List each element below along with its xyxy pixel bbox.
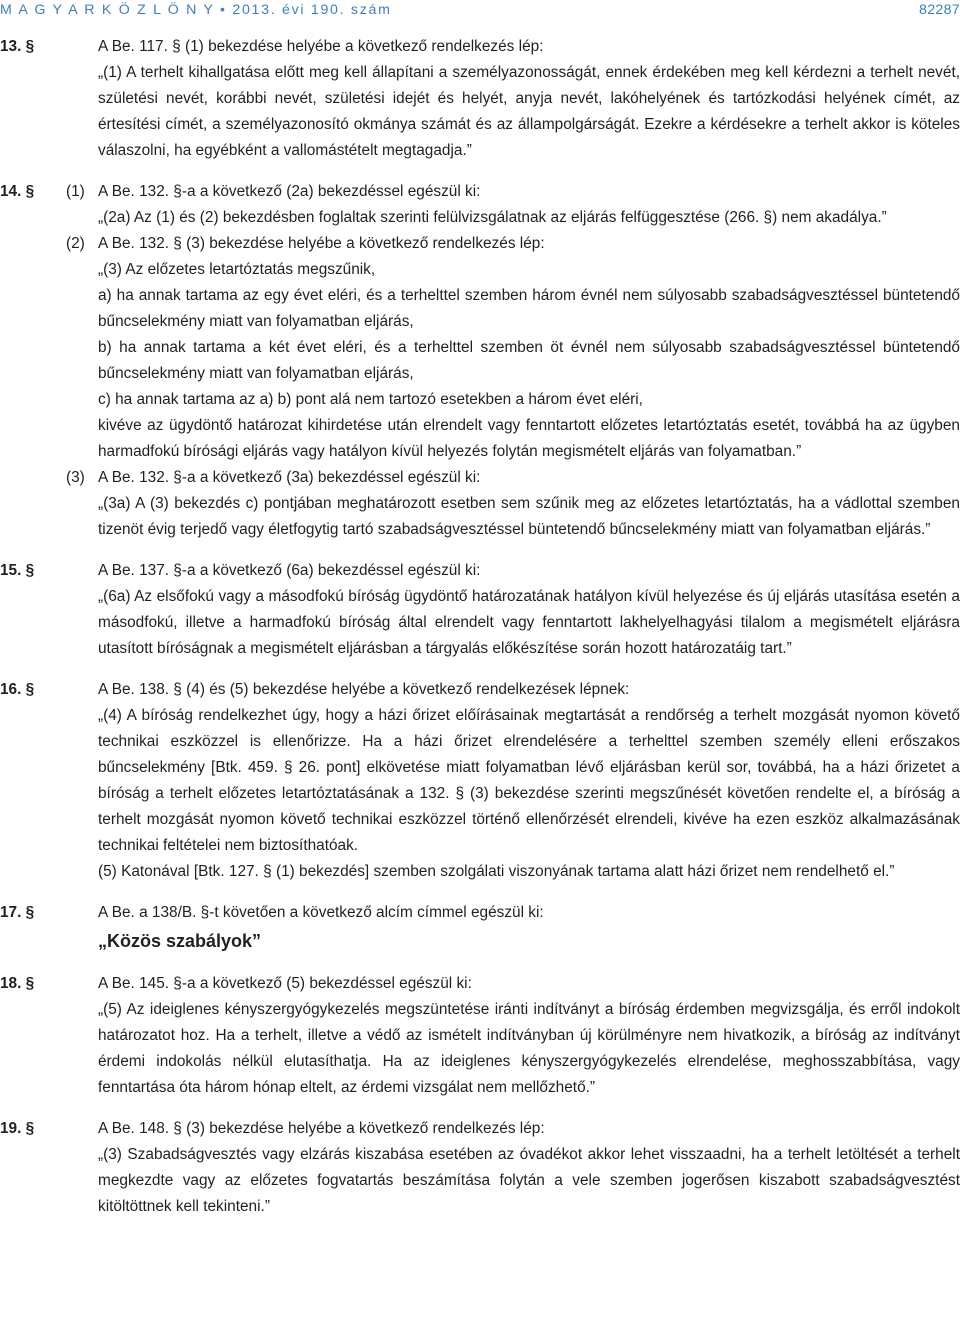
amendment-exception: kivéve az ügydöntő határozat kihirdetése után elrendelt vagy fenntartott előzetes letartóztatás esetét, továbbá ha az ügyben harmadfokú bírósági eljárás vagy hatályon kívül helyezés folytán megismételt eljárás van folyamatban.”: [98, 417, 960, 460]
section-number: 13. §: [0, 38, 35, 55]
amendment-text: „(5) Az ideiglenes kényszergyógykezelés megszüntetése iránti indítványt a bíróság érdemben megvizsgálja, és erről indokolt határozatot hoz. Ha a terhelt, illetve a védő az ismételt indítványban új körülményre nem hivatkozik, a bíróság az indítványt érdemi indokolás nélkül elutasíthatja. Ha az ideiglenes kényszergyógykezelés elrendelése, meghosszabbítása, vagy fenntartása óta három hónap eltelt, az érdemi vizsgálat nem mellőzhető.”: [98, 1001, 960, 1096]
amendment-text: „(1) A terhelt kihallgatása előtt meg kell állapítani a személyazonosságát, ennek érdekében meg kell kérdezni a terhelt nevét, születési nevét, korábbi nevét, születési idejét és helyét, anyja nevét, lakóhelyének és tartózkodási helyének címét, az értesítési címét, a személyazonosító okmánya számát és az állampolgárságát. Ezekre a kérdésekre a terhelt akkor is köteles válaszolni, ha egyébként a vallomástételt megtagadja.”: [98, 64, 960, 159]
page-number: 82287: [919, 2, 960, 18]
section-16: [0, 677, 960, 885]
amendment-text-2: (5) Katonával [Btk. 127. § (1) bekezdés] szemben szolgálati viszonyának tartama alatt házi őrizet nem rendelhető el.”: [98, 863, 895, 880]
amendment-intro: A Be. 132. §-a a következő (3a) bekezdéssel egészül ki:: [98, 469, 481, 486]
paragraph-3: [0, 465, 960, 543]
section-18: [0, 971, 960, 1101]
section-number: 14. §: [0, 183, 35, 200]
section-number: 19. §: [0, 1120, 35, 1137]
paragraph-label: (2): [66, 235, 85, 252]
paragraph-label: (1): [66, 183, 85, 200]
section-number: 15. §: [0, 562, 35, 579]
subtitle-heading: „Közös szabályok”: [98, 931, 262, 951]
amendment-intro: A Be. 148. § (3) bekezdése helyébe a következő rendelkezés lép:: [98, 1120, 545, 1137]
amendment-intro: A Be. 117. § (1) bekezdése helyébe a következő rendelkezés lép:: [98, 38, 544, 55]
amendment-intro: A Be. 132. § (3) bekezdése helyébe a következő rendelkezés lép:: [98, 235, 545, 252]
amendment-point-c: c) ha annak tartama az a) b) pont alá nem tartozó esetekben a három évet eléri,: [98, 391, 643, 408]
section-number: 18. §: [0, 975, 35, 992]
amendment-intro: A Be. 132. §-a a következő (2a) bekezdéssel egészül ki:: [98, 183, 481, 200]
amendment-text: „(3a) A (3) bekezdés c) pontjában meghatározott esetben sem szűnik meg az előzetes letartóztatás, ha a vádlottal szemben tizenöt évig terjedő vagy életfogytig tartó szabadságvesztéssel büntetendő bűncselekmény miatt van folyamatban eljárás.”: [98, 495, 960, 538]
section-15: [0, 558, 960, 662]
amendment-text: „(2a) Az (1) és (2) bekezdésben foglaltak szerinti felülvizsgálatnak az eljárás felfüggesztése (266. §) nem akadálya.”: [98, 209, 887, 226]
amendment-intro: A Be. 137. §-a a következő (6a) bekezdéssel egészül ki:: [98, 562, 481, 579]
section-19: [0, 1116, 960, 1220]
section-17: [0, 900, 960, 956]
amendment-point-b: b) ha annak tartama a két évet eléri, és a terhelttel szemben öt évnél nem súlyosabb szabadságvesztéssel büntetendő bűncselekmény miatt van folyamatban eljárás,: [98, 339, 960, 382]
section-14: [0, 179, 960, 543]
section-13: [0, 34, 960, 164]
amendment-text: „(3) Szabadságvesztés vagy elzárás kiszabása esetében az óvadékot akkor lehet visszaadni, ha a terhelt letöltését a terhelt megkezdte vagy az előzetes fogvatartás beszámítása folytán a vele szemben jogerősen kiszabott szabadságvesztést kitöltöttnek kell tekinteni.”: [98, 1146, 960, 1215]
paragraph-2: [0, 231, 960, 465]
amendment-point-a: a) ha annak tartama az egy évet eléri, és a terhelttel szemben három évnél nem súlyosabb szabadságvesztéssel büntetendő bűncselekmény miatt van folyamatban eljárás,: [98, 287, 960, 330]
section-number: 17. §: [0, 904, 35, 921]
document-body: [0, 34, 960, 1220]
amendment-text: „(3) Az előzetes letartóztatás megszűnik,: [98, 261, 376, 278]
amendment-intro: A Be. 145. §-a a következő (5) bekezdéssel egészül ki:: [98, 975, 472, 992]
amendment-text: „(6a) Az elsőfokú vagy a másodfokú bíróság ügydöntő határozatának hatályon kívül helyezése és új eljárás utasítása esetén a másodfokú, illetve a harmadfokú bíróság által elrendelt vagy fenntartott lakhelyelhagyási tilalom a megismételt eljárásra utasított bíróságnak a megismételt eljárásban a tárgyalás előkészítése során hozott határozatáig tart.”: [98, 588, 960, 657]
page-header: [0, 0, 960, 20]
paragraph-1: [0, 179, 960, 231]
section-number: 16. §: [0, 681, 35, 698]
amendment-intro: A Be. a 138/B. §-t követően a következő alcím címmel egészül ki:: [98, 904, 544, 921]
journal-title: M A G Y A R K Ö Z L Ö N Y • 2013. évi 190. szám: [0, 2, 392, 18]
paragraph-label: (3): [66, 469, 85, 486]
amendment-text: „(4) A bíróság rendelkezhet úgy, hogy a házi őrizet előírásainak megtartását a rendőrség a terhelt mozgását nyomon követő technikai eszközzel is ellenőrizze. Ha a házi őrizet elrendelésére a terhelttel szemben személy elleni erőszakos bűncselekmény [Btk. 459. § 26. pont] elkövetése miatt folyamatban lévő eljárásban kerül sor, továbbá, ha a házi őrizetet a bíróság a terhelt előzetes letartóztatásának a 132. § (3) bekezdése szerinti megszűnését követően rendelte el, a bíróság a terhelt mozgását nyomon követő technikai eszközzel történő ellenőrzését elrendeli, kivéve ha ezen eszköz alkalmazásának technikai feltételei nem biztosíthatóak.: [98, 707, 960, 854]
amendment-intro: A Be. 138. § (4) és (5) bekezdése helyébe a következő rendelkezések lépnek:: [98, 681, 630, 698]
